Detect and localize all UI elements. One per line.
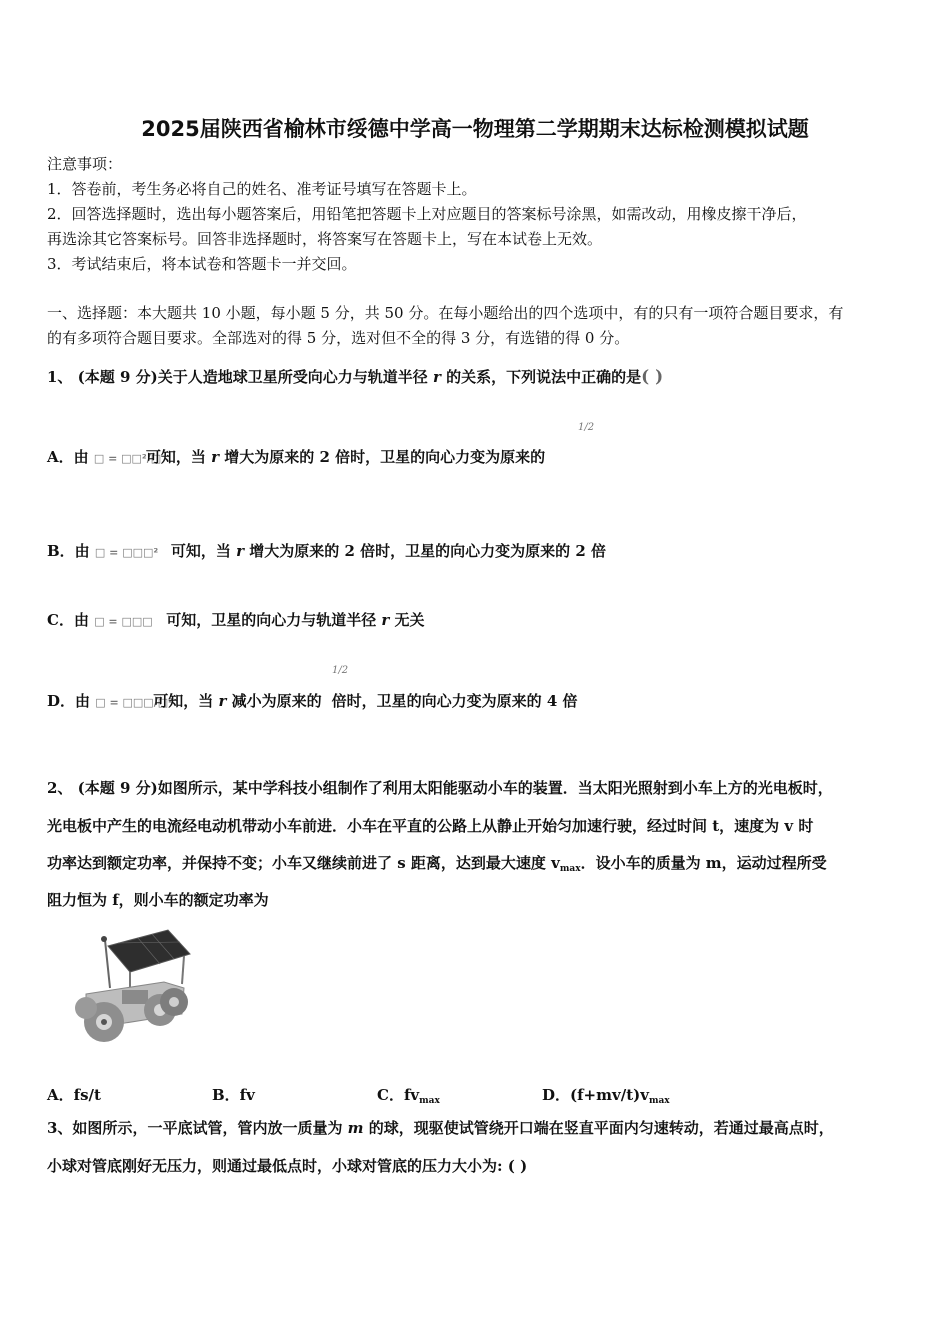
- answer-paren: ( ): [641, 367, 664, 387]
- question-1-option-a: A．由 □ = □□²/□可知，当 r 增大为原来的 2 倍时，卫星的向心力变为原来的: [47, 448, 546, 466]
- notice-item: 1．答卷前，考生务必将自己的姓名、准考证号填写在答题卡上。: [47, 180, 477, 198]
- question-2-option-d: D．$(f+mv/t)v_{max}$: [542, 1086, 670, 1106]
- formula-image: □ = □□□: [94, 615, 153, 628]
- question-2-stem: 功率达到额定功率，并保持不变；小车又继续前进了 s 距离，达到最大速度 $v_{max}$．设小车的质量为 m，运动过程所受: [47, 854, 827, 874]
- question-2-option-b: B．fv: [212, 1086, 255, 1104]
- question-1-option-b: B．由 □ = □□□² 可知，当 r 增大为原来的 2 倍时，卫星的向心力变为原来的 2 倍: [47, 542, 607, 560]
- question-2-option-a: A．fs/t: [47, 1086, 101, 1104]
- section-instructions: 一、选择题：本大题共 10 小题，每小题 5 分，共 50 分。在每小题给出的四个选项中，有的只有一项符合题目要求，有: [47, 304, 844, 322]
- question-2-stem: 阻力恒为 f，则小车的额定功率为: [47, 891, 269, 909]
- question-3-stem: 3、如图所示，一平底试管，管内放一质量为 m 的球，现驱使试管绕开口端在竖直平面内匀速转动，若通过最高点时，: [47, 1119, 834, 1137]
- formula-image: □ = □□²/□: [93, 452, 162, 465]
- formula-image: □ = □□□²: [94, 546, 159, 559]
- question-2-option-c: C．$fv_{max}$: [377, 1086, 440, 1106]
- notice-heading: 注意事项：: [47, 155, 123, 173]
- question-1-stem: 1、 (本题 9 分)关于人造地球卫星所受向心力与轨道半径 r 的关系，下列说法中正确的是( ): [47, 367, 664, 387]
- question-2-stem: 2、 (本题 9 分)如图所示，某中学科技小组制作了利用太阳能驱动小车的装置．当太阳光照射到小车上方的光电板时，: [47, 779, 833, 797]
- section-instructions: 的有多项符合题目要求。全部选对的得 5 分，选对但不全的得 3 分，有选错的得 0 分。: [47, 329, 630, 347]
- question-1-option-c: C．由 □ = □□□ 可知，卫星的向心力与轨道半径 r 无关: [47, 611, 425, 629]
- question-3-stem: 小球对管底刚好无压力，则通过最低点时，小球对管底的压力大小为: ( ): [47, 1157, 528, 1175]
- fraction-image: 1/2: [332, 665, 349, 676]
- solar-car-image: [72, 928, 194, 1048]
- page-title: 2025届陕西省榆林市绥德中学高一物理第二学期期末达标检测模拟试题: [141, 117, 809, 141]
- fraction-image: 1/2: [578, 422, 595, 433]
- notice-item: 再选涂其它答案标号。回答非选择题时，将答案写在答题卡上，写在本试卷上无效。: [47, 230, 603, 248]
- formula-image: □ = □□□/□²: [95, 696, 173, 709]
- notice-item: 3．考试结束后，将本试卷和答题卡一并交回。: [47, 255, 357, 273]
- notice-item: 2．回答选择题时，选出每小题答案后，用铅笔把答题卡上对应题目的答案标号涂黑，如需改动，用橡皮擦干净后，: [47, 205, 807, 223]
- question-1-option-d: D．由 □ = □□□/□²可知，当 r 减小为原来的 倍时，卫星的向心力变为原来的 4 倍: [47, 692, 578, 710]
- question-2-stem: 光电板中产生的电流经电动机带动小车前进．小车在平直的公路上从静止开始匀加速行驶，经过时间 t，速度为 v 时: [47, 817, 814, 835]
